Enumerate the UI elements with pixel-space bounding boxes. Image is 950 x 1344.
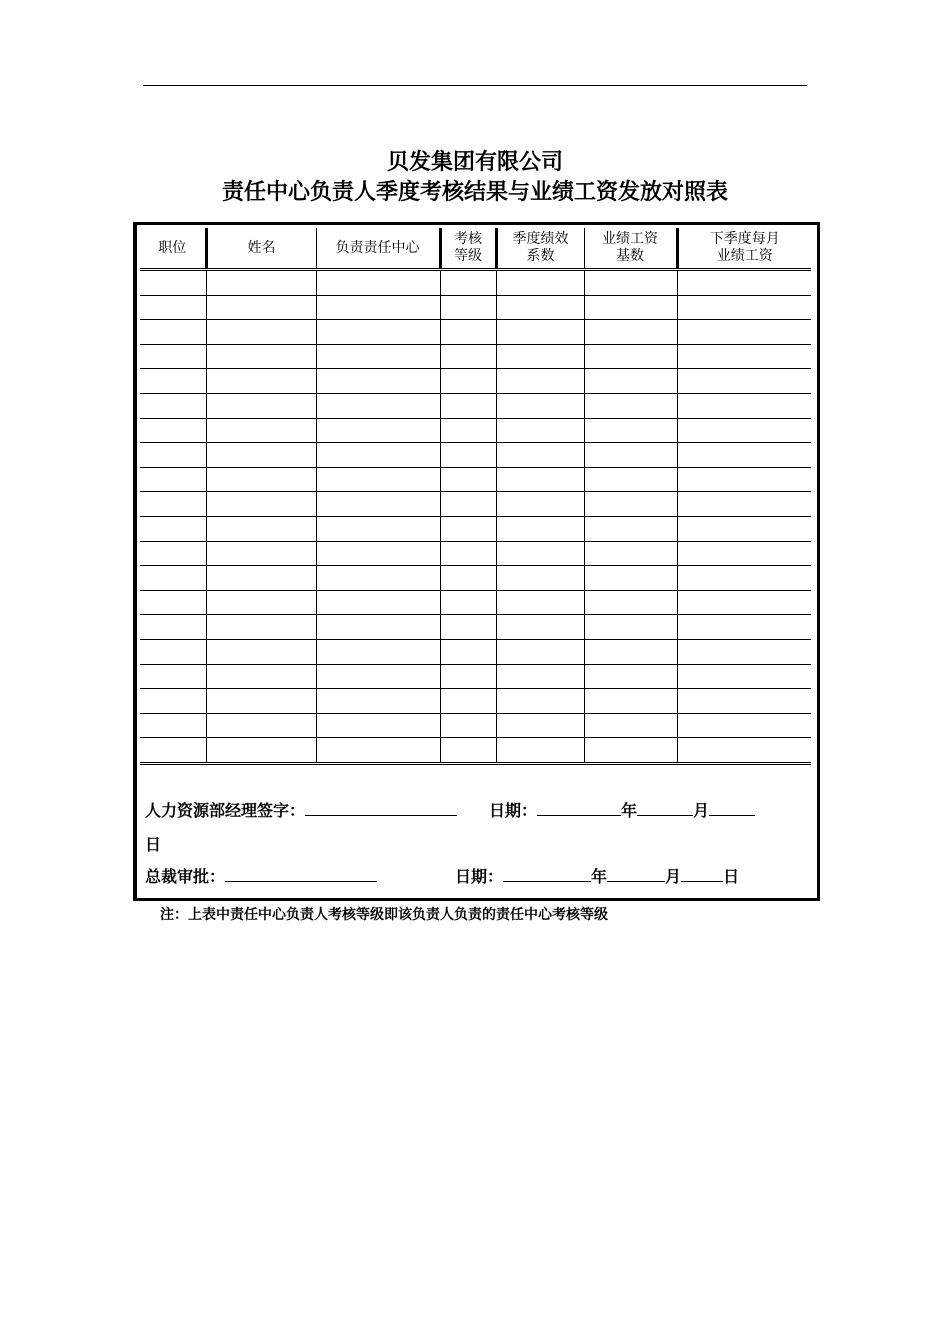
table-cell[interactable] xyxy=(140,393,206,418)
ceo-approval-line xyxy=(145,864,739,887)
table-cell[interactable] xyxy=(496,713,584,738)
table-cell[interactable] xyxy=(584,369,677,394)
table-cell[interactable] xyxy=(677,590,811,615)
header-assessment-grade: 考核 等级 xyxy=(440,228,496,270)
ceo-year-blank[interactable] xyxy=(503,865,591,882)
table-cell[interactable] xyxy=(440,320,496,345)
header-name: 姓名 xyxy=(206,228,316,270)
header-responsibility-center: 负责责任中心 xyxy=(316,228,440,270)
table-row xyxy=(140,443,811,468)
table-cell[interactable] xyxy=(206,320,316,345)
table-cell[interactable] xyxy=(316,443,440,468)
table-cell[interactable] xyxy=(316,295,440,320)
table-cell[interactable] xyxy=(206,516,316,541)
table-cell[interactable] xyxy=(316,344,440,369)
table-row xyxy=(140,344,811,369)
hr-manager-label: 人力资源部经理签字： xyxy=(145,801,306,820)
ceo-year-label: 年 xyxy=(591,867,608,886)
table-cell[interactable] xyxy=(206,492,316,517)
table-cell[interactable] xyxy=(496,664,584,689)
table-cell[interactable] xyxy=(496,369,584,394)
table-row xyxy=(140,467,811,492)
table-cell[interactable] xyxy=(496,689,584,714)
table-cell[interactable] xyxy=(440,713,496,738)
table-cell[interactable] xyxy=(140,516,206,541)
table-cell[interactable] xyxy=(206,566,316,591)
table-cell[interactable] xyxy=(496,566,584,591)
table-cell[interactable] xyxy=(496,516,584,541)
assessment-table xyxy=(140,228,811,765)
table-cell[interactable] xyxy=(496,590,584,615)
table-cell[interactable] xyxy=(206,393,316,418)
table-cell[interactable] xyxy=(496,344,584,369)
table-cell[interactable] xyxy=(496,270,584,296)
table-cell[interactable] xyxy=(206,295,316,320)
table-cell[interactable] xyxy=(677,738,811,764)
table-cell[interactable] xyxy=(316,566,440,591)
table-cell[interactable] xyxy=(206,541,316,566)
table-cell[interactable] xyxy=(140,738,206,764)
table-cell[interactable] xyxy=(584,689,677,714)
table-cell[interactable] xyxy=(677,639,811,664)
table-cell[interactable] xyxy=(677,467,811,492)
table-cell[interactable] xyxy=(677,443,811,468)
table-cell[interactable] xyxy=(440,541,496,566)
table-cell[interactable] xyxy=(206,443,316,468)
table-cell[interactable] xyxy=(496,639,584,664)
table-cell[interactable] xyxy=(440,664,496,689)
hr-date-label: 日期： xyxy=(489,801,538,820)
table-cell[interactable] xyxy=(316,492,440,517)
footnote: 注：上表中责任中心负责人考核等级即该负责人负责的责任中心考核等级 xyxy=(160,907,608,923)
table-cell[interactable] xyxy=(440,270,496,296)
table-row xyxy=(140,369,811,394)
table-cell[interactable] xyxy=(496,615,584,640)
ceo-day-label: 日 xyxy=(723,867,740,886)
table-cell[interactable] xyxy=(584,393,677,418)
table-cell[interactable] xyxy=(440,467,496,492)
hr-day-blank[interactable] xyxy=(709,799,755,816)
table-cell[interactable] xyxy=(140,320,206,345)
table-row xyxy=(140,492,811,517)
table-cell[interactable] xyxy=(316,369,440,394)
table-cell[interactable] xyxy=(440,418,496,443)
table-cell[interactable] xyxy=(206,270,316,296)
table-cell[interactable] xyxy=(440,689,496,714)
ceo-month-blank[interactable] xyxy=(607,865,665,882)
hr-signature-blank[interactable] xyxy=(305,799,457,816)
table-cell[interactable] xyxy=(440,443,496,468)
table-cell[interactable] xyxy=(206,344,316,369)
table-cell[interactable] xyxy=(677,369,811,394)
table-cell[interactable] xyxy=(440,615,496,640)
table-cell[interactable] xyxy=(440,344,496,369)
table-cell[interactable] xyxy=(677,615,811,640)
table-row xyxy=(140,713,811,738)
table-cell[interactable] xyxy=(584,738,677,764)
top-rule xyxy=(143,85,807,86)
table-header-row xyxy=(140,228,811,270)
table-cell[interactable] xyxy=(140,664,206,689)
table-cell[interactable] xyxy=(316,516,440,541)
table-cell[interactable] xyxy=(677,393,811,418)
table-cell[interactable] xyxy=(677,566,811,591)
table-cell[interactable] xyxy=(140,689,206,714)
table-row xyxy=(140,541,811,566)
table-cell[interactable] xyxy=(140,369,206,394)
table-row xyxy=(140,738,811,764)
hr-year-label: 年 xyxy=(621,801,638,820)
table-cell[interactable] xyxy=(677,492,811,517)
hr-signature-line xyxy=(145,798,755,821)
table-cell[interactable] xyxy=(496,541,584,566)
table-cell[interactable] xyxy=(584,516,677,541)
table-row xyxy=(140,566,811,591)
table-row xyxy=(140,393,811,418)
table-cell[interactable] xyxy=(584,541,677,566)
table-cell[interactable] xyxy=(316,615,440,640)
table-cell[interactable] xyxy=(440,590,496,615)
table-cell[interactable] xyxy=(677,320,811,345)
hr-day-label: 日 xyxy=(145,835,162,854)
table-cell[interactable] xyxy=(140,713,206,738)
table-cell[interactable] xyxy=(584,615,677,640)
header-quarterly-coefficient: 季度绩效 系数 xyxy=(496,228,584,270)
table-cell[interactable] xyxy=(584,320,677,345)
table-row xyxy=(140,590,811,615)
table-cell[interactable] xyxy=(677,344,811,369)
table-cell[interactable] xyxy=(140,418,206,443)
hr-month-label: 月 xyxy=(693,801,710,820)
table-cell[interactable] xyxy=(140,270,206,296)
table-cell[interactable] xyxy=(677,418,811,443)
table-cell[interactable] xyxy=(316,639,440,664)
table-row xyxy=(140,516,811,541)
table-cell[interactable] xyxy=(140,639,206,664)
table-cell[interactable] xyxy=(496,295,584,320)
table-cell[interactable] xyxy=(140,615,206,640)
table-cell[interactable] xyxy=(140,443,206,468)
table-cell[interactable] xyxy=(496,320,584,345)
table-row xyxy=(140,639,811,664)
table-cell[interactable] xyxy=(584,443,677,468)
form-title: 责任中心负责人季度考核结果与业绩工资发放对照表 xyxy=(221,179,728,205)
table-cell[interactable] xyxy=(584,418,677,443)
table-cell[interactable] xyxy=(206,664,316,689)
table-cell[interactable] xyxy=(496,393,584,418)
header-salary-base: 业绩工资 基数 xyxy=(584,228,677,270)
header-position: 职位 xyxy=(140,228,206,270)
header-next-quarter-salary: 下季度每月 业绩工资 xyxy=(677,228,811,270)
table-cell[interactable] xyxy=(206,689,316,714)
table-cell[interactable] xyxy=(206,467,316,492)
table-row xyxy=(140,664,811,689)
table-cell[interactable] xyxy=(316,393,440,418)
ceo-day-blank[interactable] xyxy=(681,865,723,882)
table-cell[interactable] xyxy=(440,295,496,320)
table-cell[interactable] xyxy=(677,664,811,689)
table-cell[interactable] xyxy=(496,418,584,443)
table-cell[interactable] xyxy=(140,590,206,615)
table-cell[interactable] xyxy=(677,689,811,714)
table-row xyxy=(140,689,811,714)
table-cell[interactable] xyxy=(496,443,584,468)
table-cell[interactable] xyxy=(206,369,316,394)
table-cell[interactable] xyxy=(584,344,677,369)
table-cell[interactable] xyxy=(316,467,440,492)
table-cell[interactable] xyxy=(206,590,316,615)
table-cell[interactable] xyxy=(206,418,316,443)
table-cell[interactable] xyxy=(140,566,206,591)
table-row xyxy=(140,320,811,345)
table-cell[interactable] xyxy=(440,738,496,764)
ceo-date-label: 日期： xyxy=(455,867,504,886)
table-cell[interactable] xyxy=(677,295,811,320)
table-cell[interactable] xyxy=(584,270,677,296)
table-cell[interactable] xyxy=(140,344,206,369)
table-cell[interactable] xyxy=(496,738,584,764)
ceo-label: 总裁审批： xyxy=(145,867,226,886)
table-row xyxy=(140,418,811,443)
table-cell[interactable] xyxy=(584,713,677,738)
ceo-month-label: 月 xyxy=(665,867,682,886)
ceo-signature-blank[interactable] xyxy=(225,865,377,882)
table-cell[interactable] xyxy=(440,393,496,418)
table-cell[interactable] xyxy=(140,467,206,492)
table-cell[interactable] xyxy=(316,738,440,764)
company-title: 贝发集团有限公司 xyxy=(386,149,563,175)
table-cell[interactable] xyxy=(584,639,677,664)
table-cell[interactable] xyxy=(316,689,440,714)
table-cell[interactable] xyxy=(584,590,677,615)
table-row xyxy=(140,615,811,640)
table-row xyxy=(140,270,811,296)
hr-day-line xyxy=(145,832,161,855)
table-row xyxy=(140,295,811,320)
table-cell[interactable] xyxy=(316,713,440,738)
table-cell[interactable] xyxy=(316,664,440,689)
table-cell[interactable] xyxy=(206,615,316,640)
table-cell[interactable] xyxy=(584,295,677,320)
table-cell[interactable] xyxy=(140,295,206,320)
table-cell[interactable] xyxy=(206,713,316,738)
table-cell[interactable] xyxy=(316,541,440,566)
table-cell[interactable] xyxy=(677,541,811,566)
table-cell[interactable] xyxy=(677,713,811,738)
table-cell[interactable] xyxy=(206,738,316,764)
table-cell[interactable] xyxy=(584,492,677,517)
hr-month-blank[interactable] xyxy=(637,799,693,816)
table-cell[interactable] xyxy=(440,639,496,664)
table-cell[interactable] xyxy=(584,467,677,492)
table-cell[interactable] xyxy=(440,492,496,517)
table-cell[interactable] xyxy=(316,320,440,345)
table-cell[interactable] xyxy=(440,516,496,541)
hr-year-blank[interactable] xyxy=(537,799,621,816)
table-cell[interactable] xyxy=(677,516,811,541)
table-cell[interactable] xyxy=(140,541,206,566)
table-cell[interactable] xyxy=(206,639,316,664)
table-cell[interactable] xyxy=(584,664,677,689)
table-cell[interactable] xyxy=(316,270,440,296)
table-cell[interactable] xyxy=(316,418,440,443)
table-cell[interactable] xyxy=(496,467,584,492)
table-cell[interactable] xyxy=(440,369,496,394)
table-cell[interactable] xyxy=(440,566,496,591)
table-cell[interactable] xyxy=(584,566,677,591)
table-cell[interactable] xyxy=(140,492,206,517)
table-cell[interactable] xyxy=(316,590,440,615)
table-cell[interactable] xyxy=(496,492,584,517)
table-cell[interactable] xyxy=(677,270,811,296)
